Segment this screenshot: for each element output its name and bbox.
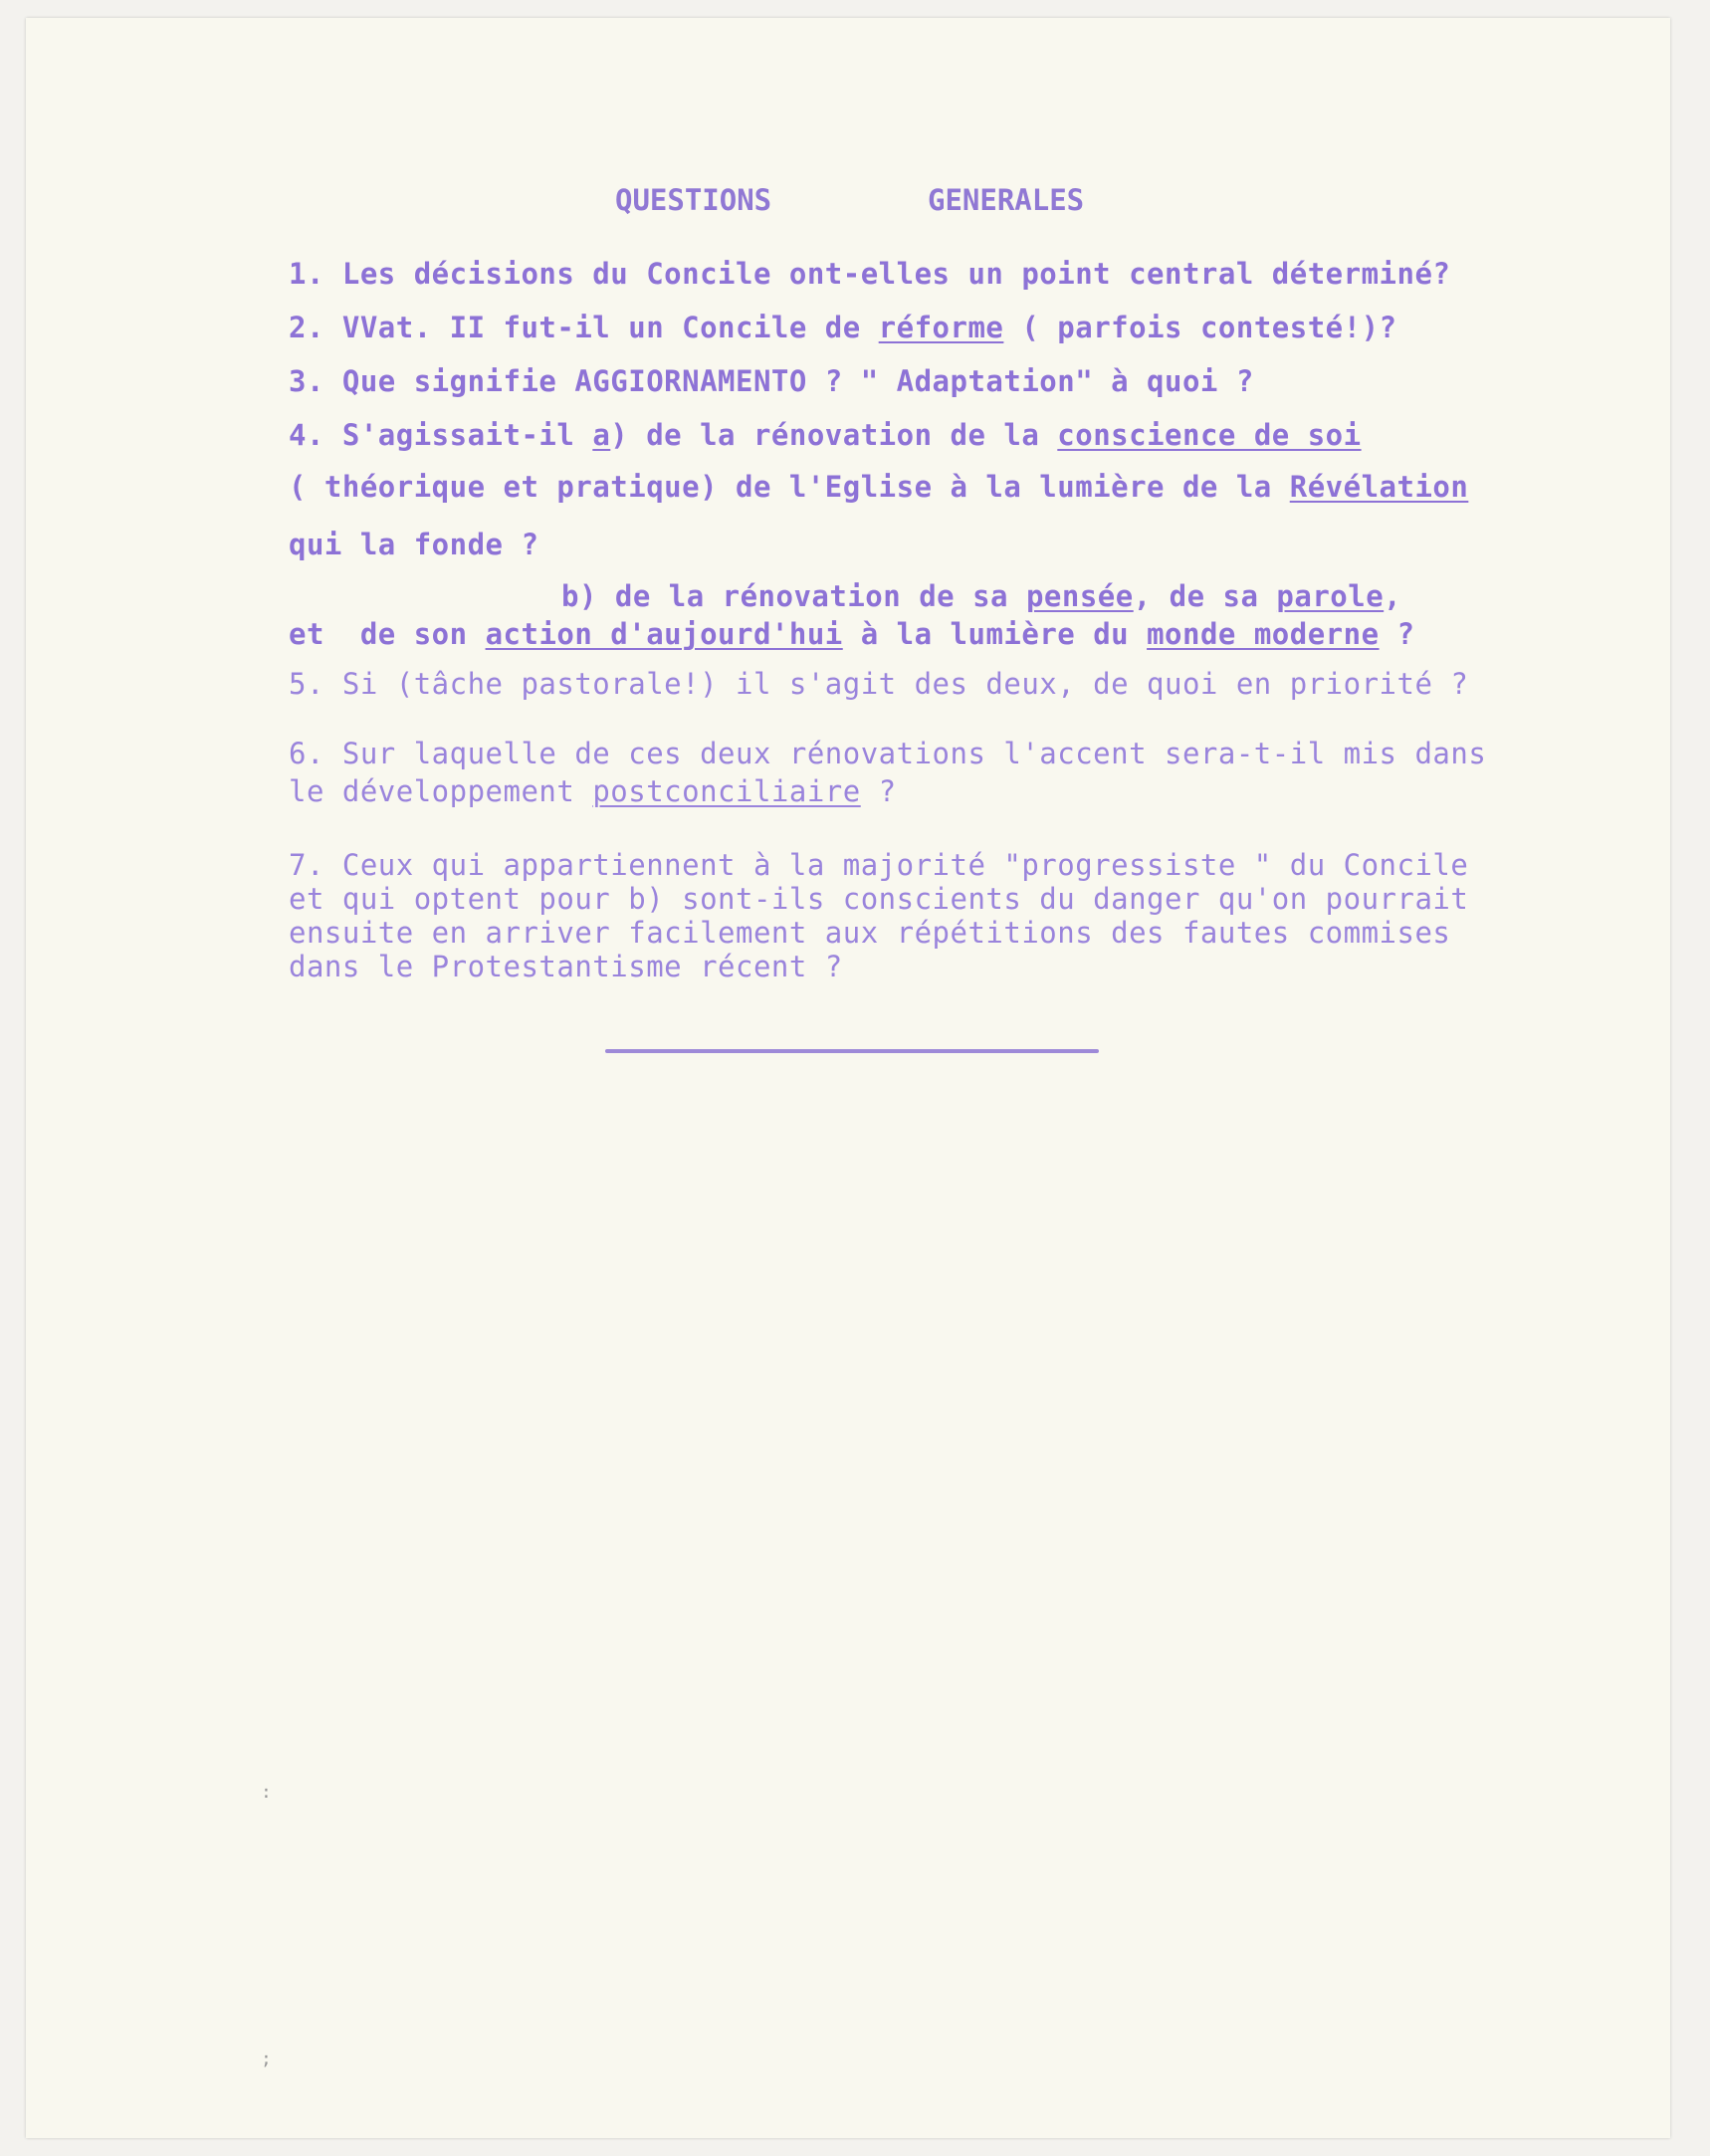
- separator-rule: [605, 1049, 1099, 1053]
- underline-conscience: conscience de soi: [1057, 418, 1362, 452]
- question-6-line-1: 6. Sur laquelle de ces deux rénovations l'accent sera-t-il mis dans: [289, 737, 1487, 770]
- question-7-line-4: dans le Protestantisme récent ?: [289, 950, 843, 983]
- paper-mark: :: [261, 1782, 272, 1803]
- underline-reforme: réforme: [878, 311, 1004, 344]
- question-2: 2. VVat. II fut-il un Concile de réforme ( parfois contesté!)?: [289, 311, 1397, 344]
- underline-revelation: Révélation: [1289, 470, 1469, 504]
- title-questions: QUESTIONS: [615, 183, 772, 217]
- question-7-line-2: et qui optent pour b) sont-ils conscients du danger qu'on pourrait: [289, 882, 1469, 916]
- question-6-line-2: le développement postconciliaire ?: [289, 774, 897, 808]
- question-4-line-2: ( théorique et pratique) de l'Eglise à la lumière de la Révélation: [289, 470, 1469, 504]
- question-1: 1. Les décisions du Concile ont-elles un point central déterminé?: [289, 257, 1451, 291]
- question-4-line-1: 4. S'agissait-il a) de la rénovation de la conscience de soi: [289, 418, 1362, 452]
- title-generales: GENERALES: [928, 183, 1085, 217]
- question-7-line-1: 7. Ceux qui appartiennent à la majorité "progressiste " du Concile: [289, 848, 1469, 882]
- question-4-line-4: b) de la rénovation de sa pensée, de sa parole,: [561, 579, 1402, 613]
- question-5: 5. Si (tâche pastorale!) il s'agit des deux, de quoi en priorité ?: [289, 667, 1469, 701]
- paper-mark: ;: [261, 2048, 272, 2069]
- underline-postconciliaire: postconciliaire: [592, 774, 861, 808]
- question-4-line-5: et de son action d'aujourd'hui à la lumière du monde moderne ?: [289, 617, 1415, 651]
- question-3: 3. Que signifie AGGIORNAMENTO ? " Adaptation" à quoi ?: [289, 364, 1254, 398]
- question-7-line-3: ensuite en arriver facilement aux répétitions des fautes commises: [289, 916, 1451, 950]
- question-4-line-3: qui la fonde ?: [289, 528, 539, 561]
